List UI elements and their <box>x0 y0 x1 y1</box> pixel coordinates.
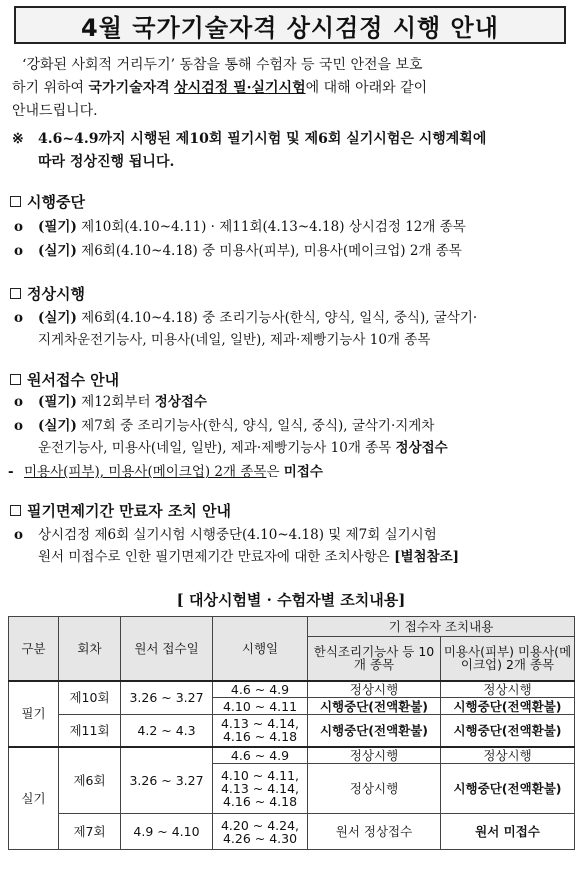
table-row <box>9 814 575 850</box>
intro-line-2 <box>12 77 572 100</box>
bullet-icon: ο <box>14 310 24 326</box>
note-mark: ※ <box>12 131 24 147</box>
note-block <box>12 128 572 174</box>
cell-type: 실기 <box>9 747 59 850</box>
square-icon <box>10 196 21 207</box>
cell-exam: 4.6 ~ 4.9 <box>213 747 308 764</box>
square-icon <box>10 288 21 299</box>
item-text: 미용사(피부), 미용사(메이크업) 2개 종목 <box>24 464 267 480</box>
item-lead: (필기) <box>38 219 77 235</box>
section-title: 필기면제기간 만료자 조치 안내 <box>27 502 232 520</box>
cell-exam: 4.13 ~ 4.14, 4.16 ~ 4.18 <box>213 715 308 747</box>
intro-line-1: ‘강화된 사회적 거리두기’ 동참을 통해 수험자 등 국민 안전을 보호 <box>22 57 423 73</box>
note-line-1: 4.6~4.9까지 시행된 제10회 필기시험 및 제6회 실기시험은 시행계획에 <box>38 131 487 147</box>
section-title: 정상시행 <box>27 285 85 303</box>
bullet-icon: ο <box>14 527 24 543</box>
item-continuation: 운전기능사, 미용사(네일, 일반), 제과·제빵기능사 10개 종목 <box>38 440 396 456</box>
cell-apply: 4.9 ~ 4.10 <box>121 814 213 850</box>
item-text: 제12회부터 <box>76 394 155 410</box>
cell-exam: 4.6 ~ 4.9 <box>213 681 308 698</box>
cell-round: 제10회 <box>59 681 121 715</box>
cell-exam: 4.10 ~ 4.11, 4.13 ~ 4.14, 4.16 ~ 4.18 <box>213 764 308 814</box>
header-col-b: 미용사(피부) 미용사(메이크업) 2개 종목 <box>441 637 575 681</box>
item-lead: (필기) <box>38 394 77 410</box>
header-group: 기 접수자 조치내용 <box>308 617 575 637</box>
list-item <box>14 524 574 568</box>
cell-a: 시행중단(전액환불) <box>308 715 441 747</box>
item-lead: (실기) <box>38 418 77 434</box>
header-col-a: 한식조리기능사 등 10개 종목 <box>308 637 441 681</box>
intro-text-2: 에 대해 아래와 같이 <box>305 80 428 96</box>
cell-round: 제11회 <box>59 715 121 747</box>
cell-b: 원서 미접수 <box>441 814 575 850</box>
page-title: 4월 국가기술자격 상시검정 시행 안내 <box>14 6 566 44</box>
note-line-2: 따라 정상진행 됩니다. <box>38 154 175 170</box>
list-item <box>14 391 574 413</box>
table-caption: [ 대상시험별 · 수험자별 조치내용] <box>176 591 406 609</box>
list-item <box>8 461 568 483</box>
item-text: 제6회(4.10~4.18) 중 미용사(피부), 미용사(메이크업) 2개 종목 <box>76 243 462 259</box>
item-emphasis: [별첨참조] <box>394 549 460 565</box>
section-title: 원서접수 안내 <box>27 371 120 389</box>
intro-paragraph <box>12 54 572 123</box>
cell-exam: 4.20 ~ 4.24, 4.26 ~ 4.30 <box>213 814 308 850</box>
item-emphasis: 정상접수 <box>154 394 207 410</box>
square-icon <box>10 505 21 516</box>
cell-b: 시행중단(전액환불) <box>441 715 575 747</box>
cell-b: 시행중단(전액환불) <box>441 698 575 715</box>
cell-a: 정상시행 <box>308 681 441 698</box>
bullet-icon: ο <box>14 394 24 410</box>
cell-a: 시행중단(전액환불) <box>308 698 441 715</box>
dash-icon: - <box>8 464 14 480</box>
bullet-icon: ο <box>14 219 24 235</box>
cell-b: 시행중단(전액환불) <box>441 764 575 814</box>
list-item <box>14 240 574 262</box>
item-continuation: 원서 미접수로 인한 필기면제기간 만료자에 대한 조치사항은 <box>38 549 395 565</box>
cell-apply: 3.26 ~ 3.27 <box>121 681 213 715</box>
cell-exam: 4.10 ~ 4.11 <box>213 698 308 715</box>
header-round: 회차 <box>59 617 121 681</box>
cell-apply: 4.2 ~ 4.3 <box>121 715 213 747</box>
item-continuation: 지게차운전기능사, 미용사(네일, 일반), 제과·제빵기능사 10개 종목 <box>38 332 431 348</box>
list-item <box>14 415 574 459</box>
cell-a: 정상시행 <box>308 764 441 814</box>
item-text: 상시검정 제6회 실기시험 시행중단(4.10~4.18) 및 제7회 실기시험 <box>38 527 437 543</box>
header-exam: 시행일 <box>213 617 308 681</box>
section-title: 시행중단 <box>27 193 85 211</box>
item-text-2: 은 <box>266 464 284 480</box>
square-icon <box>10 374 21 385</box>
section-exemption <box>10 500 231 521</box>
section-normal <box>10 283 85 304</box>
intro-text: 하기 위하여 <box>12 80 89 96</box>
intro-underline: 상시검정 필·실기시험 <box>174 80 306 96</box>
item-text: 제6회(4.10~4.18) 중 조리기능사(한식, 양식, 일식, 중식), 굴삭기· <box>76 310 478 326</box>
intro-line-3: 안내드립니다. <box>12 103 98 119</box>
cell-round: 제6회 <box>59 747 121 814</box>
list-item <box>14 307 574 351</box>
cell-type: 필기 <box>9 681 59 747</box>
section-application <box>10 369 119 390</box>
cell-b: 정상시행 <box>441 681 575 698</box>
header-apply: 원서 접수일 <box>121 617 213 681</box>
measures-table <box>8 616 575 850</box>
cell-b: 정상시행 <box>441 747 575 764</box>
cell-a: 정상시행 <box>308 747 441 764</box>
list-item <box>14 216 574 238</box>
bullet-icon: ο <box>14 418 24 434</box>
cell-a: 원서 정상접수 <box>308 814 441 850</box>
intro-bold: 국가기술자격 <box>88 80 170 96</box>
item-lead: (실기) <box>38 243 77 259</box>
header-type: 구분 <box>9 617 59 681</box>
table-row <box>9 681 575 698</box>
item-text: 제7회 중 조리기능사(한식, 양식, 일식, 중식), 굴삭기·지게차 <box>76 418 435 434</box>
item-text: 제10회(4.10~4.11) · 제11회(4.13~4.18) 상시검정 12개 종목 <box>76 219 466 235</box>
bullet-icon: ο <box>14 243 24 259</box>
cell-apply: 3.26 ~ 3.27 <box>121 747 213 814</box>
item-emphasis: 정상접수 <box>395 440 448 456</box>
table-row <box>9 747 575 764</box>
section-suspended <box>10 191 85 212</box>
cell-round: 제7회 <box>59 814 121 850</box>
note-text <box>38 128 486 174</box>
item-emphasis: 미접수 <box>283 464 323 480</box>
table-row <box>9 715 575 747</box>
item-lead: (실기) <box>38 310 77 326</box>
